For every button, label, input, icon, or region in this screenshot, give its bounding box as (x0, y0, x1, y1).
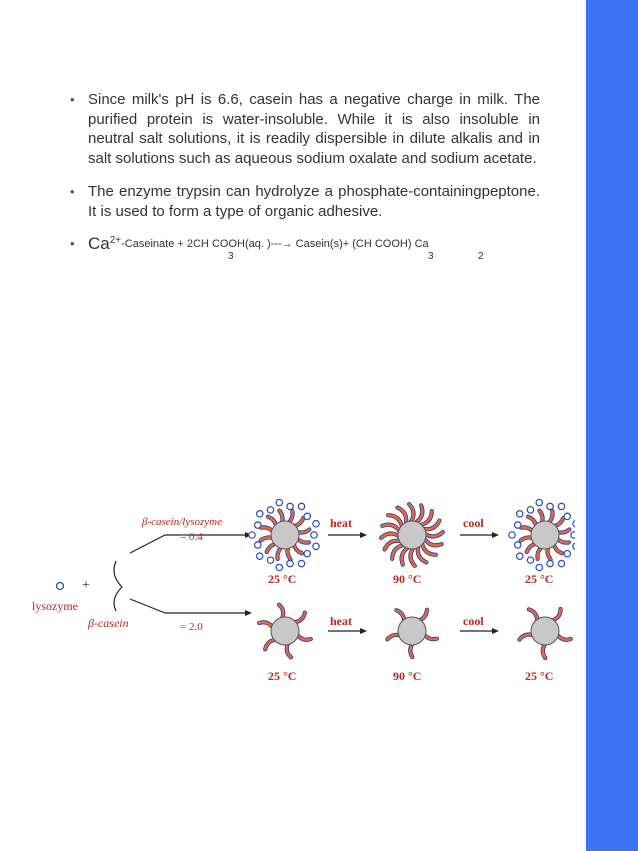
bullet-text: Since milk's pH is 6.6, casein has a negative charge in milk. The purified protein is water-insoluble. While it is also insoluble in neutral salt solutions, it is readily dispersible in dilute alkalis and in salt solutions such as aqueous sodium oxalate and sodium acetate. (88, 91, 540, 167)
lysozyme-ring (547, 560, 553, 566)
temp-bottom-2: 90 °C (393, 669, 422, 683)
slide-content (68, 90, 540, 265)
lysozyme-ring (564, 513, 570, 519)
ratio-bottom: = 2.0 (180, 621, 203, 633)
arrow-head (245, 610, 252, 616)
bullet-dot: • (70, 184, 75, 199)
lysozyme-ring (304, 513, 310, 519)
cool-label-bottom: cool (463, 614, 484, 628)
micelle-core (398, 617, 426, 645)
heat-label-top: heat (330, 516, 352, 530)
brace (114, 561, 122, 611)
lysozyme-ring (276, 499, 282, 505)
lysozyme-ring (298, 503, 304, 509)
cool-label-top: cool (463, 516, 484, 530)
lysozyme-ring (515, 522, 521, 528)
lysozyme-ring (509, 532, 515, 538)
casein-strand (552, 609, 560, 620)
lysozyme-ring (313, 543, 319, 549)
bullet-dot: • (70, 92, 75, 107)
lysozyme-label: lysozyme (32, 599, 78, 613)
lysozyme-ring (298, 560, 304, 566)
eq-subscript: 3 (228, 251, 234, 262)
eq-subscript: 3 (428, 251, 434, 262)
branch-line-top (130, 535, 165, 553)
bullet-text: The enzyme trypsin can hydrolyze a phosphate-containingpeptone. It is used to form a type of organic adhesive. (88, 183, 540, 220)
branch-line-bottom (130, 599, 165, 613)
lysozyme-ring (536, 499, 542, 505)
micelle-core (271, 521, 299, 549)
lysozyme-ring (558, 560, 564, 566)
lysozyme-ring (255, 522, 261, 528)
lysozyme-ring (564, 550, 570, 556)
lysozyme-ring (267, 557, 273, 563)
lysozyme-ring (571, 532, 575, 538)
side-accent-bar (586, 0, 638, 851)
micelle-core (531, 617, 559, 645)
temp-bottom-3: 25 °C (525, 669, 554, 683)
lysozyme-ring (255, 542, 261, 548)
eq-subscript: 2 (478, 251, 484, 262)
arrow-head (492, 628, 499, 634)
lysozyme-ring (517, 553, 523, 559)
lysozyme-ring (311, 532, 317, 538)
lysozyme-ring (515, 542, 521, 548)
figure-svg (30, 483, 575, 693)
temp-bottom-1: 25 °C (268, 669, 297, 683)
lysozyme-ring (573, 543, 575, 549)
eq-part-b: COOH(aq. )---→ Casein(s)+ (CH (211, 238, 372, 250)
casein-lysozyme-figure (30, 483, 575, 693)
lysozyme-ring (527, 557, 533, 563)
ratio-top: = 0.4 (180, 531, 203, 543)
bullet-dot: • (70, 236, 75, 251)
plus-sign: + (82, 578, 90, 593)
lysozyme-ring (558, 503, 564, 509)
bullet-casein-charge (68, 90, 540, 168)
lysozyme-ring (249, 532, 255, 538)
heat-label-bottom: heat (330, 614, 352, 628)
lysozyme-legend-icon (57, 583, 64, 590)
lysozyme-ring (287, 503, 293, 509)
casein-strand (265, 640, 275, 650)
arrow-head (360, 532, 367, 538)
lysozyme-ring (267, 507, 273, 513)
casein-strand (543, 644, 546, 658)
temp-top-3: 25 °C (525, 572, 554, 586)
lysozyme-ring (313, 521, 319, 527)
lysozyme-ring (527, 507, 533, 513)
ratio-label: β-casein/lysozyme (142, 516, 223, 528)
lysozyme-ring (304, 550, 310, 556)
temp-top-2: 90 °C (393, 572, 422, 586)
lysozyme-ring (287, 560, 293, 566)
lysozyme-ring (547, 503, 553, 509)
eq-part-c: COOH) (374, 238, 412, 250)
micelle-core (271, 617, 299, 645)
arrow-head (492, 532, 499, 538)
lysozyme-ring (517, 511, 523, 517)
eq-ca: Ca (88, 234, 110, 253)
lysozyme-ring (276, 564, 282, 570)
reaction-equation (68, 235, 540, 265)
lysozyme-ring (257, 511, 263, 517)
casein-strand (529, 609, 537, 620)
lysozyme-ring (257, 553, 263, 559)
arrow-head (360, 628, 367, 634)
micelle-core (531, 521, 559, 549)
casein-label: β-casein (88, 616, 129, 630)
lysozyme-ring (536, 564, 542, 570)
eq-part-a: -Caseinate + 2CH (121, 238, 209, 250)
casein-strand (295, 613, 305, 623)
micelle-core (398, 521, 426, 549)
eq-part-d: Ca (414, 238, 429, 250)
eq-charge: 2+ (109, 235, 122, 246)
temp-top-1: 25 °C (268, 572, 297, 586)
lysozyme-ring (573, 521, 575, 527)
bullet-trypsin (68, 182, 540, 221)
